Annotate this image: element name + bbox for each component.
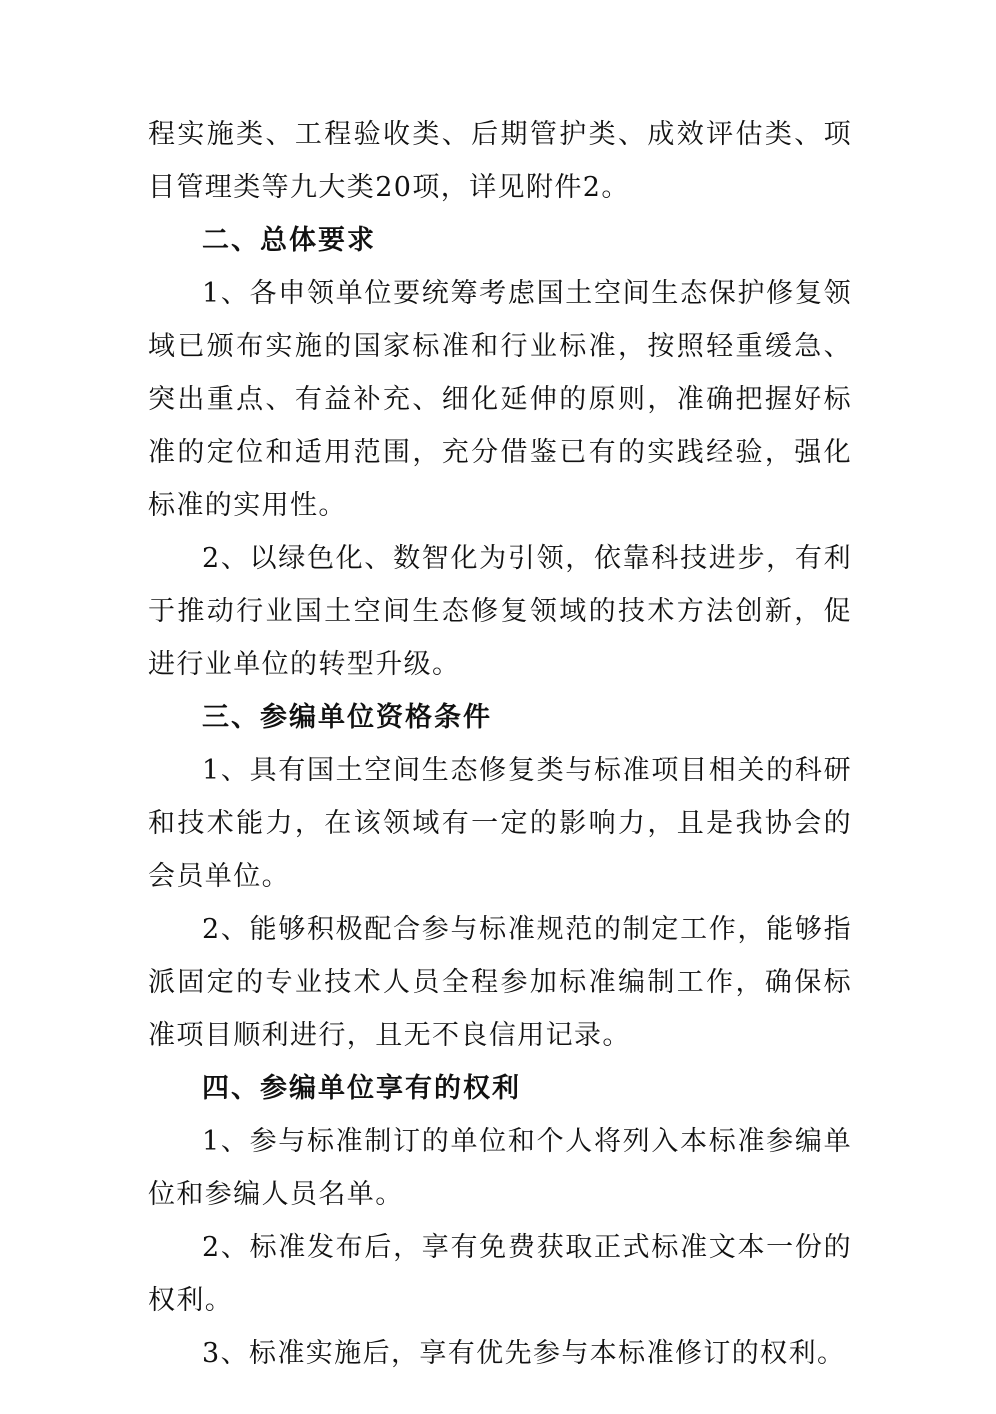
document-body bbox=[148, 108, 852, 1380]
section-heading-rights: 四、参编单位享有的权利 bbox=[202, 1073, 521, 1104]
section-heading-general-requirements: 二、总体要求 bbox=[202, 225, 376, 256]
qualification-item-2: 2、能够积极配合参与标准规范的制定工作，能够指派固定的专业技术人员全程参加标准编制工作，确保标准项目顺利进行，且无不良信用记录。 bbox=[148, 914, 852, 1051]
general-requirements-item-2: 2、以绿色化、数智化为引领，依靠科技进步，有利于推动行业国土空间生态修复领域的技术方法创新，促进行业单位的转型升级。 bbox=[148, 543, 852, 680]
rights-item-2: 2、标准发布后，享有免费获取正式标准文本一份的权利。 bbox=[148, 1232, 852, 1316]
section-heading-qualification: 三、参编单位资格条件 bbox=[202, 702, 492, 733]
rights-item-1: 1、参与标准制订的单位和个人将列入本标准参编单位和参编人员名单。 bbox=[148, 1126, 852, 1210]
paragraph-continuation: 程实施类、工程验收类、后期管护类、成效评估类、项目管理类等九大类20项，详见附件2。 bbox=[148, 119, 852, 203]
general-requirements-item-1: 1、各申领单位要统筹考虑国土空间生态保护修复领域已颁布实施的国家标准和行业标准，按照轻重缓急、突出重点、有益补充、细化延伸的原则，准确把握好标准的定位和适用范围，充分借鉴已有的实践经验，强化标准的实用性。 bbox=[148, 278, 852, 521]
rights-item-3: 3、标准实施后，享有优先参与本标准修订的权利。 bbox=[202, 1338, 846, 1369]
qualification-item-1: 1、具有国土空间生态修复类与标准项目相关的科研和技术能力，在该领域有一定的影响力，且是我协会的会员单位。 bbox=[148, 755, 852, 892]
